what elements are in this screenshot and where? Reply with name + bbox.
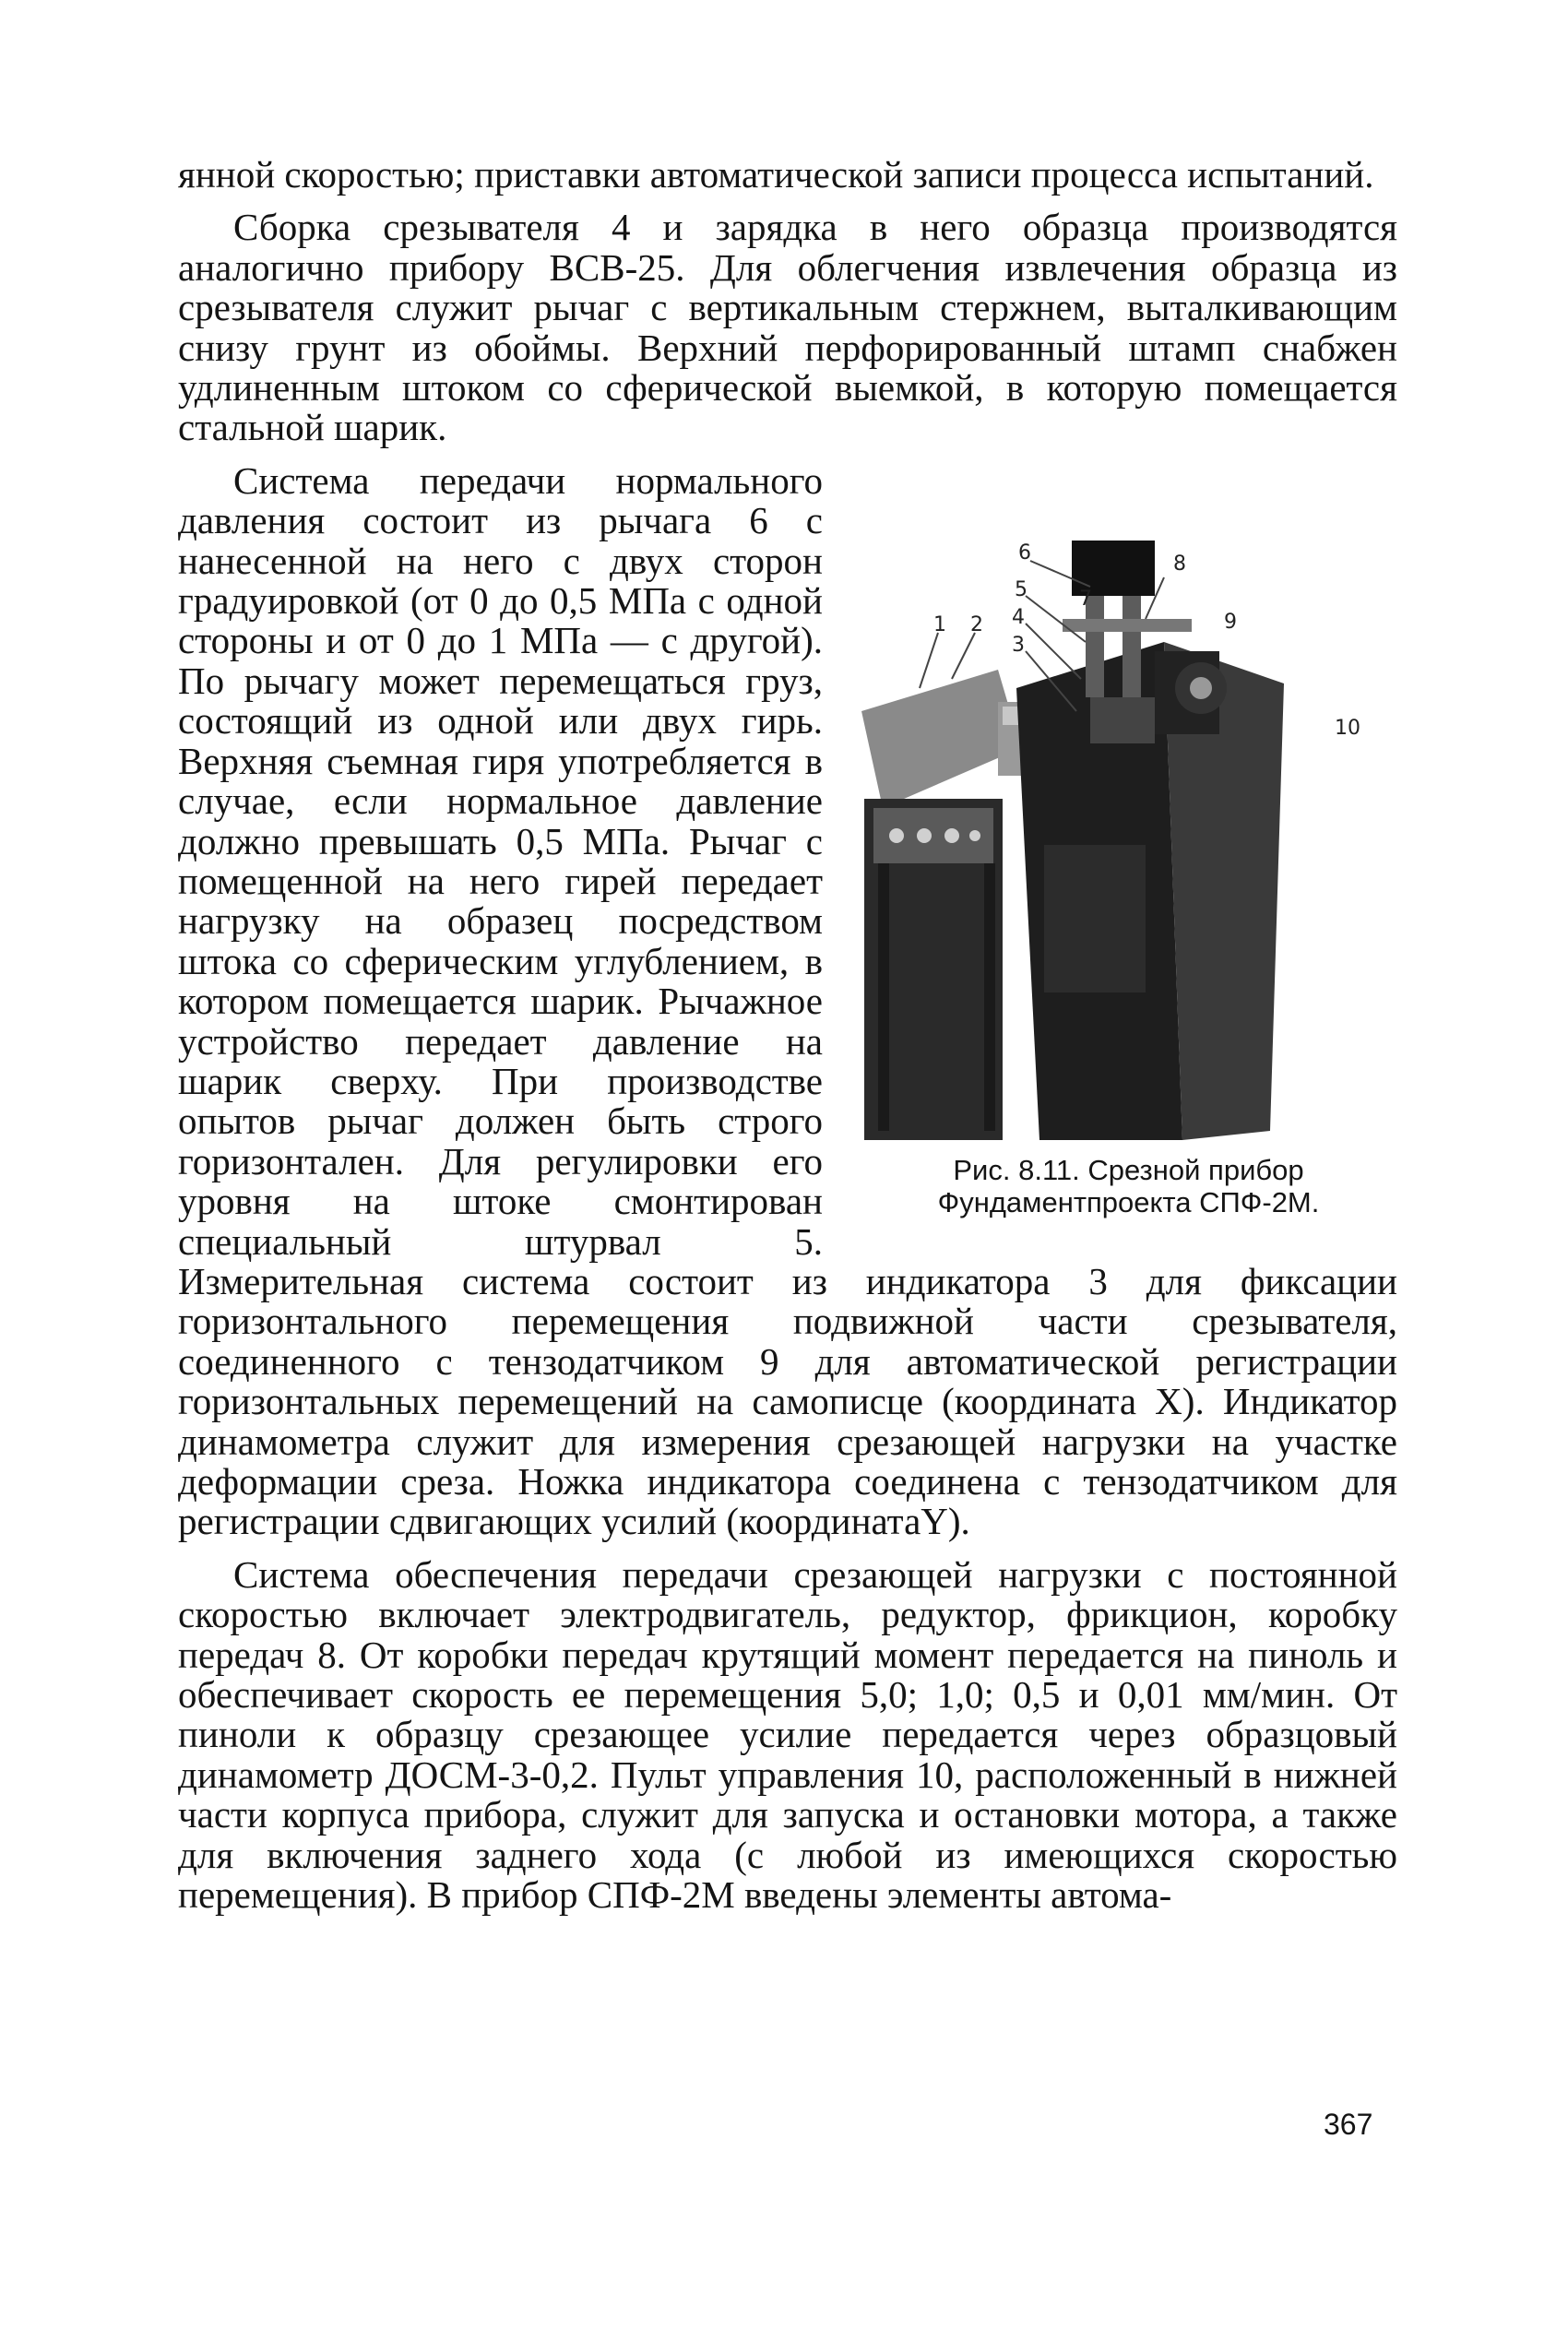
- figure-label-6: 6: [1018, 541, 1031, 564]
- figure-label-2: 2: [970, 612, 983, 636]
- figure-caption: Рис. 8.11. Срезной прибор Фундаментпроекта СПФ-2М.: [937, 1153, 1320, 1218]
- figure-8-11: [860, 448, 1397, 1257]
- figure-label-5: 5: [1015, 577, 1028, 601]
- paragraph-1: янной скоростью; приставки автоматической записи процесса испытаний.: [178, 153, 1374, 196]
- instrument-photo: [860, 531, 1397, 1140]
- paragraph-2: Сборка срезывателя 4 и зарядка в него образца производятся аналогично прибору ВСВ-25. Для облегчения извлечения образца из срезывателя служит рычаг с вертикальным стержнем, выталкивающим снизу грунт из обоймы. Верхний перфорированный штамп снабжен удлиненным штоком со сферической выемкой, в которую помещается стальной шарик.: [178, 206, 1397, 449]
- body-text: [178, 155, 1397, 1915]
- paragraph-4: Система обеспечения передачи срезающей нагрузки с постоянной скоростью включает электродвигатель, редуктор, фрикцион, коробку передач 8. От коробки передач крутящий момент передается на пиноль и обеспечивает скорость ее перемещения 5,0; 1,0; 0,5 и 0,01 мм/мин. От пиноли к образцу срезающее усилие передается через образцовый динамометр ДОСМ-3-0,2. Пульт управления 10, расположенный в нижней части корпуса прибора, служит для запуска и остановки мотора, а также для включения заднего хода (с любой из имеющихся скоростью перемещения). В прибор СПФ-2М введены элементы автома-: [178, 1552, 1397, 1917]
- figure-label-4: 4: [1012, 605, 1025, 629]
- figure-label-9: 9: [1224, 610, 1237, 634]
- paragraph-3: Система передачи нормального давления состоит из рычага 6 с нанесенной на него с двух сторон градуировкой (от 0 до 0,5 МПа с одной стороны и от 0 до 1 МПа — с другой). По рычагу может перемещаться груз, состоящий из одной или двух гирь. Верхняя съемная гиря употребляется в случае, если нормальное давление должно превышать 0,5 МПа. Рычаг с помещенной на него гирей передает нагрузку на образец посредством штока со сферическим углублением, в котором помещается шарик. Рычажное устройство передает давление на шарик сверху. При производстве опытов рычаг должен быть строго горизонтален. Для регулировки его уровня на штоке смонтирован специальный штурвал 5. Измерительная система состоит из индикатора 3 для фиксации горизонтального перемещения подвижной части срезывателя, соединенного с тензодатчиком 9 для автоматической регистрации горизонтальных перемещений на самописце (координата X). Индикатор динамометра служит для измерения срезающей нагрузки на участке деформации среза. Ножка индикатора соединена с тензодатчиком для регистрации сдвигающих усилий (координатаY).: [178, 458, 1397, 1543]
- figure-label-1: 1: [933, 612, 946, 636]
- figure-label-7: 7: [1079, 587, 1092, 611]
- figure-label-8: 8: [1173, 552, 1186, 576]
- page-number: 367: [1324, 2108, 1373, 2141]
- figure-label-10: 10: [1335, 716, 1360, 740]
- figure-label-3: 3: [1012, 633, 1025, 657]
